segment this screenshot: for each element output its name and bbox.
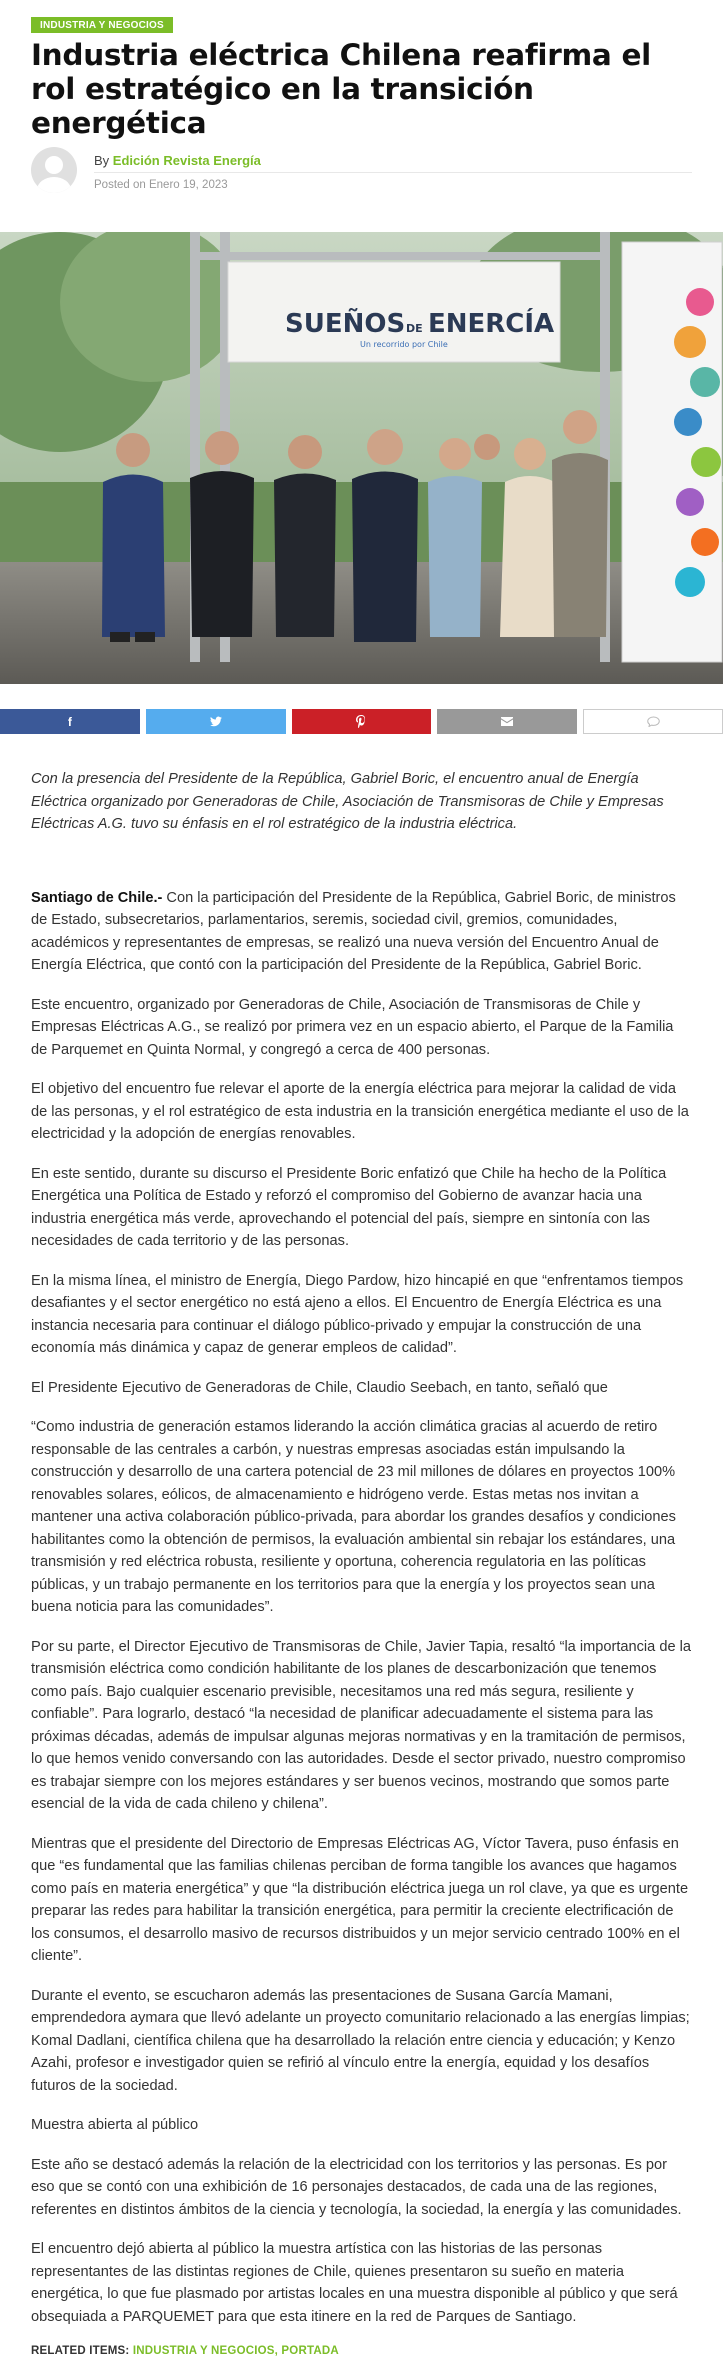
avatar-body-shape: [37, 177, 71, 193]
section-subheading: Muestra abierta al público: [31, 2117, 199, 2133]
paragraph: En la misma línea, el ministro de Energía, Diego Pardow, hizo hincapié en que “enfrentamos tiempos desafiantes y el sector energético no está ajeno a ellos. El Encuentro de Energía Eléctrica es una instancia necesaria para continuar el diálogo público-privado y empujar la construcción de una economía más dinámica y capaz de generar empleos de calidad”.: [31, 1272, 684, 1356]
paragraph: “Como industria de generación estamos liderando la acción climática gracias al acuerdo de retiro responsable de las centrales a carbón, y nuestras empresas asociadas están impulsando la construcción y desarrollo de una cartera potencial de 23 mil millones de dólares en proyectos 100% renovables solares, eólicos, de almacenamiento e hidrógeno verde. Estas metas nos invitan a mantener una activa colaboración público-privada, para abordar los grandes desafíos y condiciones habilitantes como la obtención de permisos, la evaluación ambiental sin rebajar los estándares, una transmisión y red eléctrica robusta, resiliente y oportuna, coherencia regulatoria en las políticas públicas, y un trabajo permanente en los territorios para que la energía y los proyectos sean una buena noticia para las comunidades”.: [31, 1419, 676, 1615]
twitter-icon: [210, 716, 222, 727]
byline: [31, 147, 692, 202]
category-tag[interactable]: INDUSTRIA Y NEGOCIOS: [31, 17, 173, 33]
share-pinterest-button[interactable]: [292, 709, 432, 734]
author-avatar[interactable]: [31, 147, 77, 193]
author-link[interactable]: Edición Revista Energía: [112, 153, 261, 168]
dateline: Santiago de Chile.-: [31, 889, 163, 906]
paragraph: Este encuentro, organizado por Generadoras de Chile, Asociación de Transmisoras de Chile y Empresas Eléctricas A.G., se realizó por primera vez en un espacio abierto, el Parque de la Familia de Parquemet en Quinta Normal, y congregó a cerca de 400 personas.: [31, 996, 674, 1058]
share-bar: [0, 709, 723, 734]
paragraph: Mientras que el presidente del Directorio de Empresas Eléctricas AG, Víctor Tavera, puso énfasis en que “es fundamental que las familias chilenas perciban de forma tangible los avances que hagamos como país en materia energética” y que “la distribución eléctrica juega un rol clave, ya que es urgente preparar las redes para habilitar la transición energética, para permitir la creciente electrificación de los consumos, el desarrollo masivo de recursos distribuidos y un mejor servicio centrado 100% en el cliente”.: [31, 1835, 689, 1964]
paragraph: Por su parte, el Director Ejecutivo de Transmisoras de Chile, Javier Tapia, resaltó “la importancia de la transmisión eléctrica como condición habilitante de los planes de descarbonización que tenemos como país. Bajo cualquier escenario previsible, necesitamos una red más segura, resiliente y confiable”. Para lograrlo, destacó “la necesidad de planificar adecuadamente el sistema para las próximas décadas, además de impulsar algunas mejoras normativas y en la tramitación de permisos, lo que hemos venido conversando con las autoridades. Desde el sector privado, nuestro compromiso es trabajar siempre con los mejores estándares y ser buenos vecinos, mostrando que somos parte esencial de la vida de cada chileno y chilena”.: [31, 1638, 691, 1812]
article-body: [31, 887, 692, 2329]
paragraph: El objetivo del encuentro fue relevar el aporte de la energía eléctrica para mejorar la calidad de vida de las personas, y el rol estratégico de esta industria en la transición energética mediante el uso de la electricidad y la adopción de energías renovables.: [31, 1081, 689, 1142]
banner-title-1: SUEÑOS: [285, 309, 406, 339]
article-lead: Con la presencia del Presidente de la República, Gabriel Boric, el encuentro anual de Energía Eléctrica organizado por Generadoras de Chile, Asociación de Transmisoras de Chile y Empresas Eléctricas A.G. tuvo su énfasis en el rol estratégico de la industria eléctrica.: [31, 771, 664, 832]
share-comment-button[interactable]: [583, 709, 723, 734]
hero-image: [0, 232, 723, 684]
hero-illustration: [0, 232, 723, 684]
post-date: Posted on Enero 19, 2023: [94, 179, 228, 191]
avatar-head-shape: [45, 156, 63, 174]
article-title: Industria eléctrica Chilena reafirma el rol estratégico en la transición energética: [31, 38, 651, 140]
banner-title-de: DE: [406, 322, 423, 335]
related-tags-link[interactable]: INDUSTRIA Y NEGOCIOS, PORTADA: [132, 2345, 339, 2357]
banner-subtitle: Un recorrido por Chile: [360, 340, 448, 349]
paragraph: El encuentro dejó abierta al público la muestra artística con las historias de las personas representantes de las distintas regiones de Chile, quienes presentaron su sueño en materia energética, lo que fue plasmado por artistas locales en una muestra disponible al público y que será obsequiada a PARQUEMET para que esta itinere en la red de Parques de Santiago.: [31, 2241, 678, 2325]
paragraph: Este año se destacó además la relación de la electricidad con los territorios y las personas. Es por eso que se contó con una exhibición de 16 personajes destacados, de cada una de las regiones, referentes en distintos ámbitos de la ciencia y tecnología, la sociedad, la energía y las comunidades.: [31, 2156, 682, 2218]
share-twitter-button[interactable]: [146, 709, 286, 734]
paragraph: El Presidente Ejecutivo de Generadoras de Chile, Claudio Seebach, en tanto, señaló que: [31, 1379, 608, 1396]
facebook-icon: f: [67, 714, 72, 729]
paragraph: [31, 887, 692, 977]
comment-icon: [647, 716, 660, 727]
related-items: [31, 2345, 692, 2357]
share-email-button[interactable]: [437, 709, 577, 734]
email-icon: [501, 717, 513, 726]
paragraph-text: Con la participación del Presidente de la República, Gabriel Boric, de ministros de Estado, subsecretarios, parlamentarios, seremis, sociedad civil, gremios, comunidades, académicos y representantes de empresas, se realizó una nueva versión del Encuentro Anual de Energía Eléctrica, que contó con la participación del Presidente de la República, Gabriel Boric.: [31, 889, 676, 973]
byline-prefix: By: [94, 153, 110, 168]
paragraph: Durante el evento, se escucharon además las presentaciones de Susana García Mamani, emprendedora aymara que llevó adelante un proyecto comunitario relacionado a las energías limpias; Komal Dadlani, científica chilena que ha desarrollado la relación entre ciencia y educación; y Kenzo Azahi, profesor e investigador quien se refirió al vínculo entre la energía, equidad y los desafíos futuros de la sociedad.: [31, 1987, 690, 2094]
share-facebook-button[interactable]: [0, 709, 140, 734]
byline-author-row: [94, 153, 692, 173]
banner-title-2: ENERCÍA: [428, 309, 555, 339]
paragraph: En este sentido, durante su discurso el Presidente Boric enfatizó que Chile ha hecho de la Política Energética una Política de Estado y reforzó el compromiso del Gobierno de avanzar hacia una industria energética más verde, aprovechando el potencial del país, siempre en sintonía con las necesidades de cada territorio y de las personas.: [31, 1165, 667, 1249]
related-label: RELATED ITEMS:: [31, 2345, 130, 2357]
pinterest-icon: [356, 715, 366, 728]
byline-text: [94, 153, 692, 191]
